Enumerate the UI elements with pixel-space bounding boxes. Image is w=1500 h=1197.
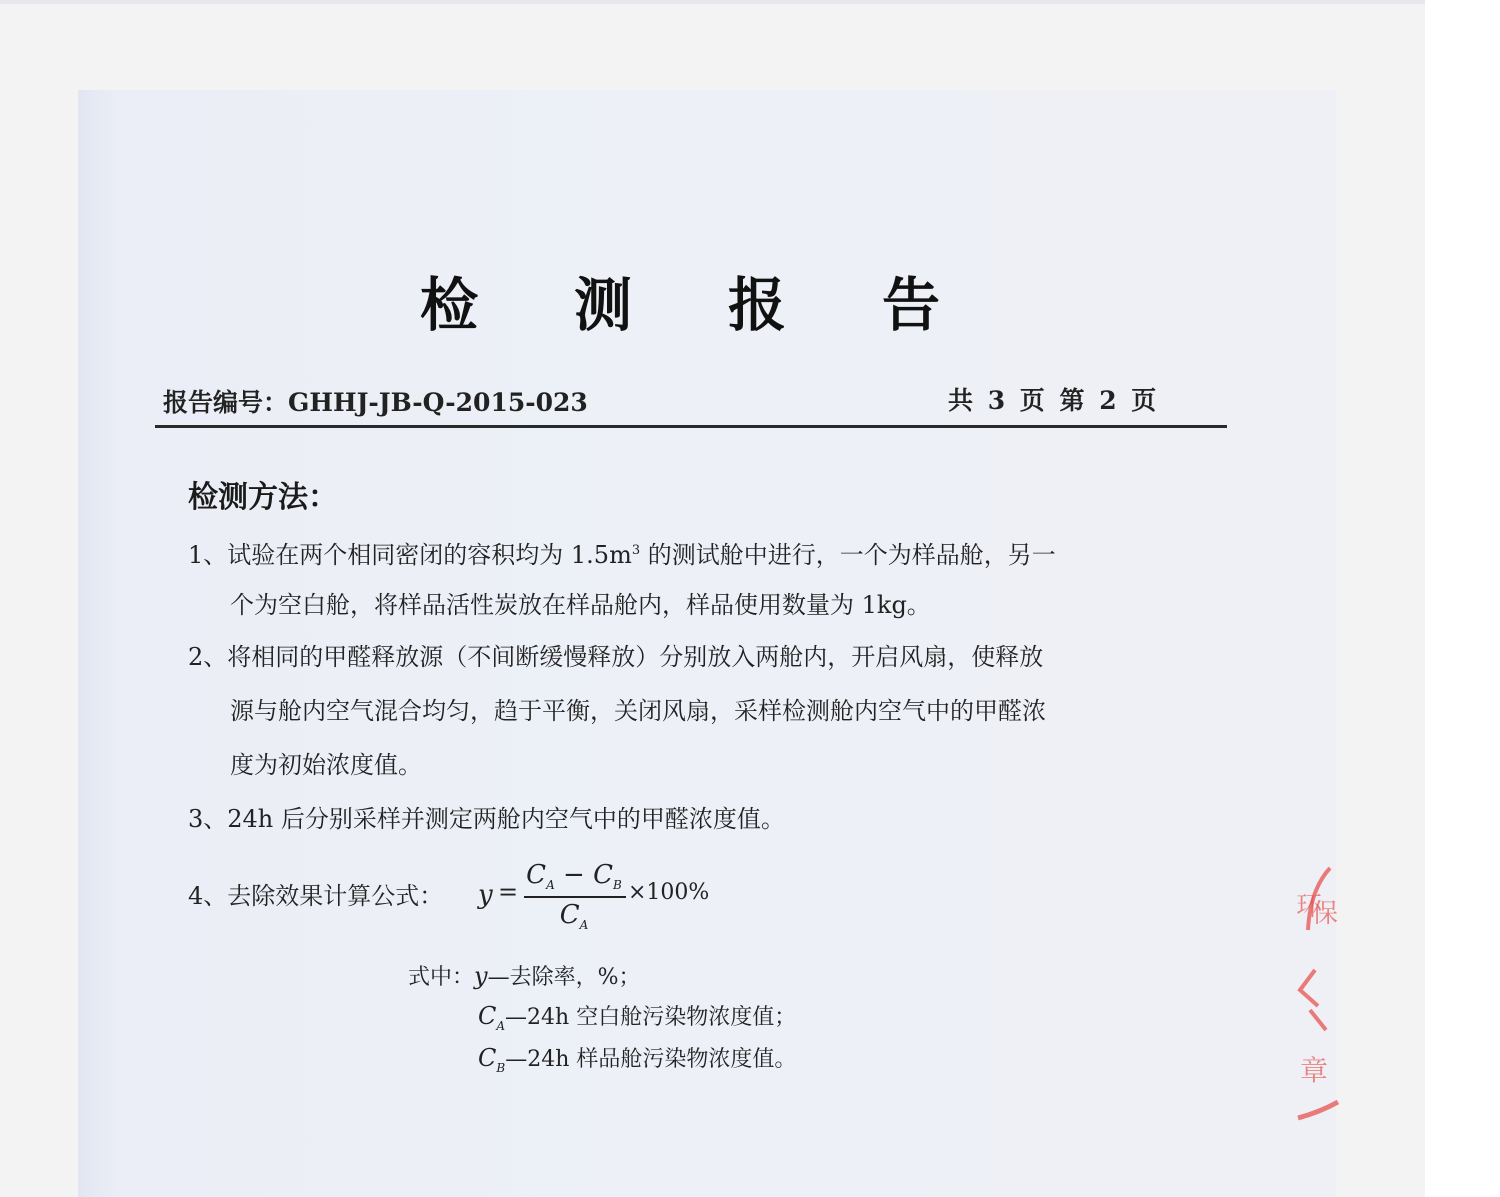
item-1-line-1 [188, 524, 1056, 582]
item-3: 3、24h 后分别采样并测定两舱内空气中的甲醛浓度值。 [188, 805, 785, 833]
item-4-label: 4、去除效果计算公式： [188, 882, 444, 910]
svg-text:章: 章 [1300, 1054, 1329, 1087]
title-char-3: 报 [727, 271, 786, 339]
where-cb: $C_B—24h$ 样品舱污染物浓度值。 [478, 1044, 797, 1075]
svg-text:保: 保 [1312, 899, 1339, 929]
red-seal-stamp [1290, 860, 1340, 1130]
svg-text:环: 环 [1296, 892, 1323, 922]
item-1-superscript: 3 [631, 543, 641, 558]
item-2-line-3: 度为初始浓度值。 [230, 751, 422, 779]
formula-numerator: $C_A - C_B$ [526, 860, 622, 892]
report-number: 报告编号：GHHJ-JB-Q-2015-023 [163, 388, 588, 417]
header-divider [155, 425, 1227, 428]
title-char-4: 告 [881, 271, 940, 339]
top-strip [0, 0, 1425, 4]
section-title: 检测方法： [188, 480, 338, 515]
fraction-bar [524, 896, 626, 898]
formula-y: y [478, 880, 493, 910]
where-ca: $C_A—24h$ 空白舱污染物浓度值； [478, 1002, 797, 1033]
document-title [420, 258, 940, 342]
title-char-2: 测 [573, 271, 632, 339]
item-2-line-2: 源与舱内空气混合均匀，趋于平衡，关闭风扇，采样检测舱内空气中的甲醛浓 [230, 697, 1046, 725]
item-1-text-a: 1、试验在两个相同密闭的容积均为 1.5m [188, 541, 632, 569]
formula-times: ×100% [628, 880, 710, 905]
item-1-text-b: 的测试舱中进行，一个为样品舱，另一 [640, 541, 1056, 569]
title-char-1: 检 [420, 271, 479, 339]
page-info: 共 3 页 第 2 页 [948, 386, 1157, 415]
item-2-line-1: 2、将相同的甲醛释放源（不间断缓慢释放）分别放入两舱内，开启风扇，使释放 [188, 643, 1044, 671]
formula-equals: = [498, 878, 519, 906]
formula-denominator: $C_A$ [559, 900, 589, 932]
where-y: 式中：y—去除率，%； [408, 962, 641, 990]
item-1-line-2: 个为空白舱，将样品活性炭放在样品舱内，样品使用数量为 1kg。 [230, 591, 931, 619]
right-margin [1425, 0, 1500, 1197]
